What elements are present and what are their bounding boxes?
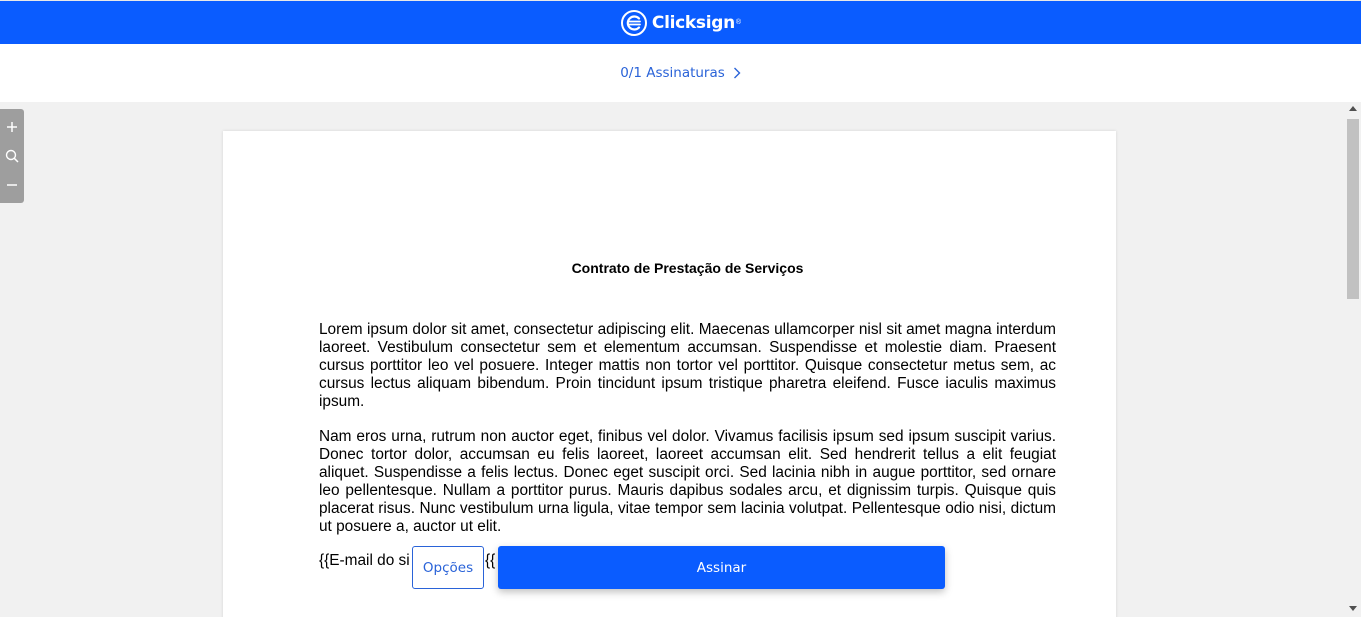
document-viewer (0, 102, 1345, 617)
signatures-bar (0, 44, 1361, 102)
search-icon (5, 149, 19, 163)
zoom-out-button[interactable] (2, 174, 22, 196)
signer-field-placeholder: {{ (485, 552, 496, 569)
signatures-count: 0/1 Assinaturas (620, 65, 725, 81)
signer-email-placeholder: {{E-mail do si (319, 552, 410, 569)
document-paragraph: Lorem ipsum dolor sit amet, consectetur adipiscing elit. Maecenas ullamcorper nisl sit amet magna interdum laoreet. Vestibulum consectetur sem et elementum accumsan. Suspendisse et molestie diam. Praesent cursus porttitor leo vel posuere. Integer mattis non tortor vel porttitor. Quisque consectetur metus sem, ac cursus lectus aliquam bibendum. Proin tincidunt ipsum tristique pharetra eleifend. Fusce iaculis maximus ipsum. (319, 321, 1056, 410)
brand-logo (620, 9, 741, 37)
top-header (0, 0, 1361, 44)
document-page (223, 131, 1116, 617)
minus-icon (6, 179, 18, 191)
zoom-in-button[interactable] (2, 116, 22, 138)
document-paragraph: Nam eros urna, rutrum non auctor eget, finibus vel dolor. Vivamus facilisis ipsum sed ipsum suscipit varius. Donec tortor dolor, accumsan eu felis laoreet, laoreet accumsan elit. Sed hendrerit tellus a elit feugiat aliquet. Suspendisse a felis lectus. Donec eget suscipit orci. Sed lacinia nibh in augue porttitor, sed ornare leo pellentesque. Nullam a porttitor purus. Mauris dapibus sodales arcu, et dignissim turpis. Quisque quis placerat risus. Nunc vestibulum urna ligula, vitae tempor sem lacinia volutpat. Pellentesque odio nisi, dictum ut posuere a, auctor ut elit. (319, 428, 1056, 535)
scroll-thumb[interactable] (1347, 119, 1359, 299)
scroll-up-arrow-icon[interactable] (1349, 106, 1357, 111)
document-title: Contrato de Prestação de Serviços (571, 260, 804, 276)
zoom-reset-button[interactable] (2, 145, 22, 167)
vertical-scrollbar[interactable] (1345, 102, 1361, 617)
clicksign-logo-icon (620, 9, 648, 37)
brand-trademark: ® (735, 19, 742, 26)
zoom-toolbar (0, 109, 24, 203)
chevron-right-icon (733, 67, 741, 79)
scroll-down-arrow-icon[interactable] (1349, 606, 1357, 611)
sign-button[interactable]: Assinar (498, 546, 945, 589)
plus-icon (6, 121, 18, 133)
signatures-link[interactable] (620, 65, 741, 81)
options-button[interactable]: Opções (412, 546, 484, 589)
brand-name: Clicksign (651, 12, 735, 33)
